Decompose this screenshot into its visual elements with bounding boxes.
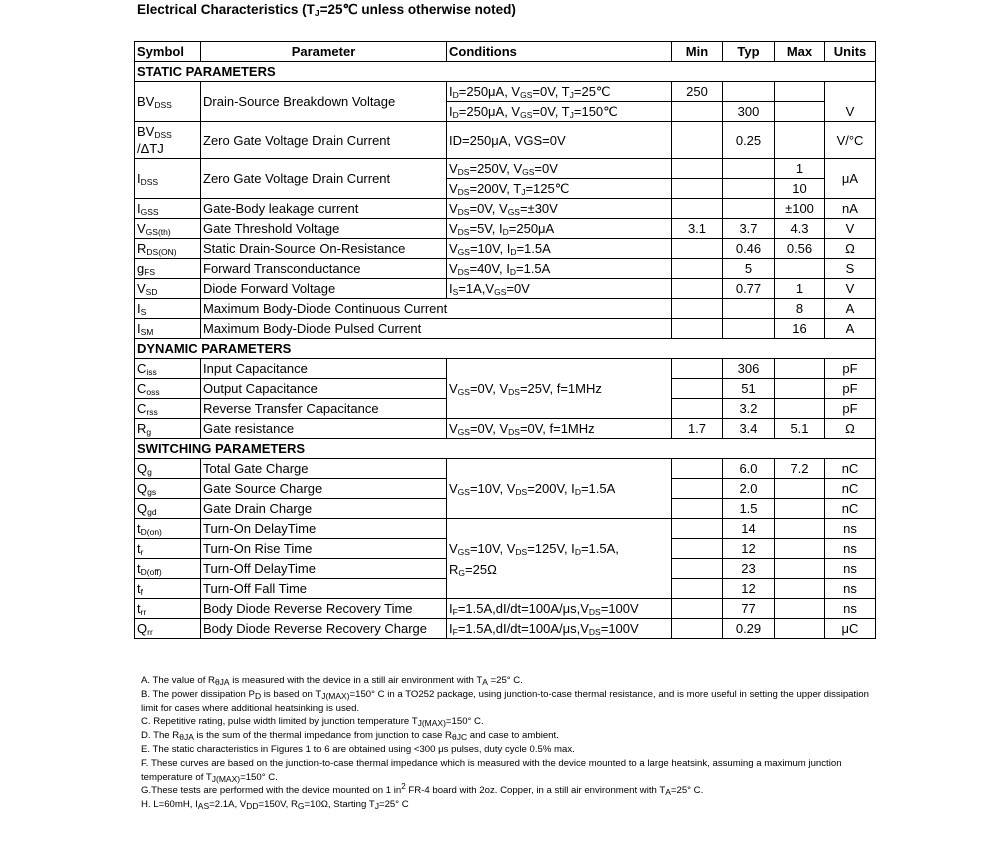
table-row [135, 259, 876, 279]
header-parameter: Parameter [201, 42, 447, 62]
table-row [135, 82, 876, 102]
parameter-cell: Diode Forward Voltage [201, 279, 447, 299]
symbol-cell: $Q_{gs}$ [135, 479, 201, 499]
max-cell [775, 579, 825, 599]
typ-cell: 14 [723, 519, 775, 539]
header-typ: Typ [723, 42, 775, 62]
typ-cell [723, 319, 775, 339]
symbol-cell: $R_{DS(ON)}$ [135, 239, 201, 259]
symbol-cell: $R_g$ [135, 419, 201, 439]
header-units: Units [825, 42, 876, 62]
table-row [135, 122, 876, 159]
max-cell [775, 499, 825, 519]
parameter-cell: Static Drain-Source On-Resistance [201, 239, 447, 259]
units-cell: S [825, 259, 876, 279]
table-row [135, 519, 876, 539]
conditions-cell: $I_S=1A,V_{GS}=0V$ [447, 279, 672, 299]
symbol-cell: $V_{SD}$ [135, 279, 201, 299]
typ-cell: 12 [723, 539, 775, 559]
symbol-cell: $I_{SM}$ [135, 319, 201, 339]
max-cell: 4.3 [775, 219, 825, 239]
units-cell: V [825, 219, 876, 239]
units-cell: V [825, 82, 876, 122]
symbol-cell: $I_S$ [135, 299, 201, 319]
units-cell: A [825, 319, 876, 339]
typ-cell: 3.7 [723, 219, 775, 239]
symbol-cell: $C_{rss}$ [135, 399, 201, 419]
parameter-cell: Turn-Off DelayTime [201, 559, 447, 579]
units-cell: pF [825, 399, 876, 419]
max-cell: 16 [775, 319, 825, 339]
section-label: DYNAMIC PARAMETERS [135, 339, 876, 359]
typ-cell: 0.29 [723, 619, 775, 639]
min-cell [672, 379, 723, 399]
typ-cell: 3.2 [723, 399, 775, 419]
typ-cell: 1.5 [723, 499, 775, 519]
table-row [135, 279, 876, 299]
max-cell: 1 [775, 279, 825, 299]
parameter-cell: Turn-On DelayTime [201, 519, 447, 539]
parameter-cell: Body Diode Reverse Recovery Charge [201, 619, 447, 639]
typ-cell: 23 [723, 559, 775, 579]
footnotes [141, 674, 871, 812]
parameter-cell: Drain-Source Breakdown Voltage [201, 82, 447, 122]
typ-cell: 51 [723, 379, 775, 399]
max-cell: ±100 [775, 199, 825, 219]
units-cell: ns [825, 579, 876, 599]
units-cell: pF [825, 379, 876, 399]
conditions-cell: $V_{DS}=0V$, $V_{GS}=\pm 30V$ [447, 199, 672, 219]
max-cell [775, 122, 825, 159]
electrical-characteristics-table [134, 41, 876, 639]
conditions-cell: $V_{GS}=0V$, $V_{DS}=25V$, f=1MHz [447, 359, 672, 419]
typ-cell: 6.0 [723, 459, 775, 479]
typ-cell [723, 299, 775, 319]
min-cell [672, 319, 723, 339]
conditions-cell: $V_{DS}=40V$, $I_D=1.5A$ [447, 259, 672, 279]
max-cell [775, 519, 825, 539]
parameter-cell: Zero Gate Voltage Drain Current [201, 122, 447, 159]
symbol-cell: $t_{rr}$ [135, 599, 201, 619]
min-cell [672, 579, 723, 599]
units-cell: ns [825, 539, 876, 559]
parameter-cell: Maximum Body-Diode Continuous Current [201, 299, 672, 319]
min-cell [672, 279, 723, 299]
units-cell: μC [825, 619, 876, 639]
min-cell [672, 539, 723, 559]
typ-cell: 77 [723, 599, 775, 619]
parameter-cell: Turn-Off Fall Time [201, 579, 447, 599]
parameter-cell: Gate resistance [201, 419, 447, 439]
conditions-cell: $V_{GS}=0V$, $V_{DS}=0V$, f=1MHz [447, 419, 672, 439]
symbol-cell: $V_{GS(th)}$ [135, 219, 201, 239]
conditions-cell: $V_{DS}=5V$, $I_D=250\mu A$ [447, 219, 672, 239]
max-cell [775, 379, 825, 399]
parameter-cell: Gate Source Charge [201, 479, 447, 499]
max-cell [775, 479, 825, 499]
table-row [135, 459, 876, 479]
units-cell: Ω [825, 239, 876, 259]
typ-cell [723, 82, 775, 102]
conditions-cell: ID=250μA, VGS=0V [447, 122, 672, 159]
symbol-cell: $I_{GSS}$ [135, 199, 201, 219]
max-cell [775, 259, 825, 279]
parameter-cell: Turn-On Rise Time [201, 539, 447, 559]
symbol-cell: $Q_{rr}$ [135, 619, 201, 639]
parameter-cell: Body Diode Reverse Recovery Time [201, 599, 447, 619]
min-cell [672, 459, 723, 479]
header-conditions: Conditions [447, 42, 672, 62]
conditions-cell: $I_D=250\mu A$, $V_{GS}=0V$, $T_J=150℃$ [447, 102, 672, 122]
units-cell: V/°C [825, 122, 876, 159]
symbol-cell: $C_{iss}$ [135, 359, 201, 379]
max-cell [775, 102, 825, 122]
min-cell [672, 102, 723, 122]
units-cell: μA [825, 159, 876, 199]
symbol-cell: $t_r$ [135, 539, 201, 559]
header-min: Min [672, 42, 723, 62]
symbol-cell: $g_{FS}$ [135, 259, 201, 279]
header-max: Max [775, 42, 825, 62]
typ-cell: 0.25 [723, 122, 775, 159]
typ-cell [723, 159, 775, 179]
max-cell [775, 399, 825, 419]
max-cell: 10 [775, 179, 825, 199]
parameter-cell: Gate-Body leakage current [201, 199, 447, 219]
typ-cell: 2.0 [723, 479, 775, 499]
parameter-cell: Forward Transconductance [201, 259, 447, 279]
conditions-cell: $V_{GS}=10V$, $I_D=1.5A$ [447, 239, 672, 259]
min-cell [672, 399, 723, 419]
max-cell: 5.1 [775, 419, 825, 439]
typ-cell: 306 [723, 359, 775, 379]
table-row [135, 159, 876, 179]
max-cell: 0.56 [775, 239, 825, 259]
units-cell: pF [825, 359, 876, 379]
parameter-cell: Reverse Transfer Capacitance [201, 399, 447, 419]
symbol-cell: $BV_{DSS}$ /ΔTJ [135, 122, 201, 159]
conditions-cell: $V_{GS}=10V$, $V_{DS}=125V$, $I_D=1.5A$, $R_G=25\Omega$ [447, 519, 672, 599]
min-cell [672, 599, 723, 619]
table-row [135, 239, 876, 259]
page-title: Electrical Characteristics ($T_J=25℃$ unless otherwise noted) [137, 2, 516, 18]
min-cell [672, 239, 723, 259]
parameter-cell: Zero Gate Voltage Drain Current [201, 159, 447, 199]
min-cell [672, 199, 723, 219]
conditions-cell: $I_F=1.5A,dI/dt=100A/\mu s,V_{DS}=100V$ [447, 599, 672, 619]
min-cell [672, 122, 723, 159]
max-cell: 8 [775, 299, 825, 319]
min-cell [672, 179, 723, 199]
note-f: F. These curves are based on the junction-to-case thermal impedance which is measured with the device mounted to a large heatsink, assuming a maximum junction temperature of $T_{J(MAX)}=150^\circ$ C. [141, 757, 842, 784]
conditions-cell: $V_{GS}=10V$, $V_{DS}=200V$, $I_D=1.5A$ [447, 459, 672, 519]
symbol-cell: $t_{D(on)}$ [135, 519, 201, 539]
table-row [135, 419, 876, 439]
parameter-cell: Gate Drain Charge [201, 499, 447, 519]
min-cell: 250 [672, 82, 723, 102]
max-cell [775, 359, 825, 379]
units-cell: ns [825, 599, 876, 619]
max-cell [775, 559, 825, 579]
units-cell: V [825, 279, 876, 299]
section-label: SWITCHING PARAMETERS [135, 439, 876, 459]
table-row [135, 319, 876, 339]
min-cell [672, 619, 723, 639]
symbol-cell: $C_{oss}$ [135, 379, 201, 399]
header-symbol: Symbol [135, 42, 201, 62]
units-cell: Ω [825, 419, 876, 439]
conditions-cell: $V_{DS}=250V$, $V_{GS}=0V$ [447, 159, 672, 179]
symbol-cell: $Q_{gd}$ [135, 499, 201, 519]
symbol-cell: $t_{D(off)}$ [135, 559, 201, 579]
min-cell [672, 479, 723, 499]
typ-cell: 12 [723, 579, 775, 599]
min-cell [672, 159, 723, 179]
conditions-cell: $I_D=250\mu A$, $V_{GS}=0V$, $T_J=25℃$ [447, 82, 672, 102]
min-cell [672, 299, 723, 319]
symbol-cell: $I_{DSS}$ [135, 159, 201, 199]
table-row [135, 219, 876, 239]
typ-cell: 0.46 [723, 239, 775, 259]
units-cell: nC [825, 459, 876, 479]
parameter-cell: Gate Threshold Voltage [201, 219, 447, 239]
min-cell [672, 359, 723, 379]
min-cell [672, 499, 723, 519]
table-row [135, 599, 876, 619]
table-row [135, 299, 876, 319]
symbol-cell: $Q_g$ [135, 459, 201, 479]
typ-cell: 300 [723, 102, 775, 122]
typ-cell: 0.77 [723, 279, 775, 299]
typ-cell: 5 [723, 259, 775, 279]
typ-cell [723, 179, 775, 199]
units-cell: nC [825, 479, 876, 499]
symbol-cell: $t_f$ [135, 579, 201, 599]
section-row-switching [135, 439, 876, 459]
typ-cell [723, 199, 775, 219]
units-cell: nA [825, 199, 876, 219]
max-cell [775, 619, 825, 639]
note-a: A. The value of $R_{\theta JA}$ is measured with the device in a still air environment with $T_A =25^\circ$ C. [141, 675, 523, 687]
note-c: C. Repetitive rating, pulse width limited by junction temperature $T_{J(MAX)}=150^\circ$ C. [141, 716, 484, 729]
max-cell: 1 [775, 159, 825, 179]
units-cell: ns [825, 519, 876, 539]
conditions-cell: $V_{DS}=200V$, $T_J=125℃$ [447, 179, 672, 199]
min-cell [672, 259, 723, 279]
min-cell: 1.7 [672, 419, 723, 439]
max-cell [775, 599, 825, 619]
parameter-cell: Input Capacitance [201, 359, 447, 379]
max-cell [775, 539, 825, 559]
max-cell [775, 82, 825, 102]
header-row [135, 42, 876, 62]
table-row [135, 359, 876, 379]
note-b: B. The power dissipation $P_D$ is based on $T_{J(MAX)}=150^\circ$ C in a TO252 package, using junction-to-case thermal resistance, and is more useful in setting the upper dissipation limit for cases where additional heatsinking is used. [141, 688, 869, 714]
table-row [135, 199, 876, 219]
parameter-cell: Total Gate Charge [201, 459, 447, 479]
note-e: E. The static characteristics in Figures 1 to 6 are obtained using <300 μs pulses, duty cycle 0.5% max. [141, 743, 575, 755]
units-cell: A [825, 299, 876, 319]
max-cell: 7.2 [775, 459, 825, 479]
units-cell: nC [825, 499, 876, 519]
note-g: G.These tests are performed with the device mounted on 1 $in^2$ FR-4 board with 2oz. Copper, in a still air environment with $T_A=25^\circ$ C. [141, 782, 704, 798]
parameter-cell: Output Capacitance [201, 379, 447, 399]
min-cell [672, 559, 723, 579]
section-row-static [135, 62, 876, 82]
note-d: D. The $R_{\theta JA}$ is the sum of the thermal impedance from junction to case $R_{\theta JC}$ and case to ambient. [141, 730, 559, 743]
conditions-cell: $I_F=1.5A,dI/dt=100A/\mu s,V_{DS}=100V$ [447, 619, 672, 639]
units-cell: ns [825, 559, 876, 579]
min-cell: 3.1 [672, 219, 723, 239]
symbol-cell: $BV_{DSS}$ [135, 82, 201, 122]
section-label: STATIC PARAMETERS [135, 62, 876, 82]
note-h: H. L=60mH, $I_{AS}=2.1A$, $V_{DD}=150V$, $R_G=10\Omega$, Starting $T_J=25^\circ$ C [141, 799, 409, 812]
parameter-cell: Maximum Body-Diode Pulsed Current [201, 319, 672, 339]
min-cell [672, 519, 723, 539]
table-row [135, 619, 876, 639]
typ-cell: 3.4 [723, 419, 775, 439]
section-row-dynamic [135, 339, 876, 359]
